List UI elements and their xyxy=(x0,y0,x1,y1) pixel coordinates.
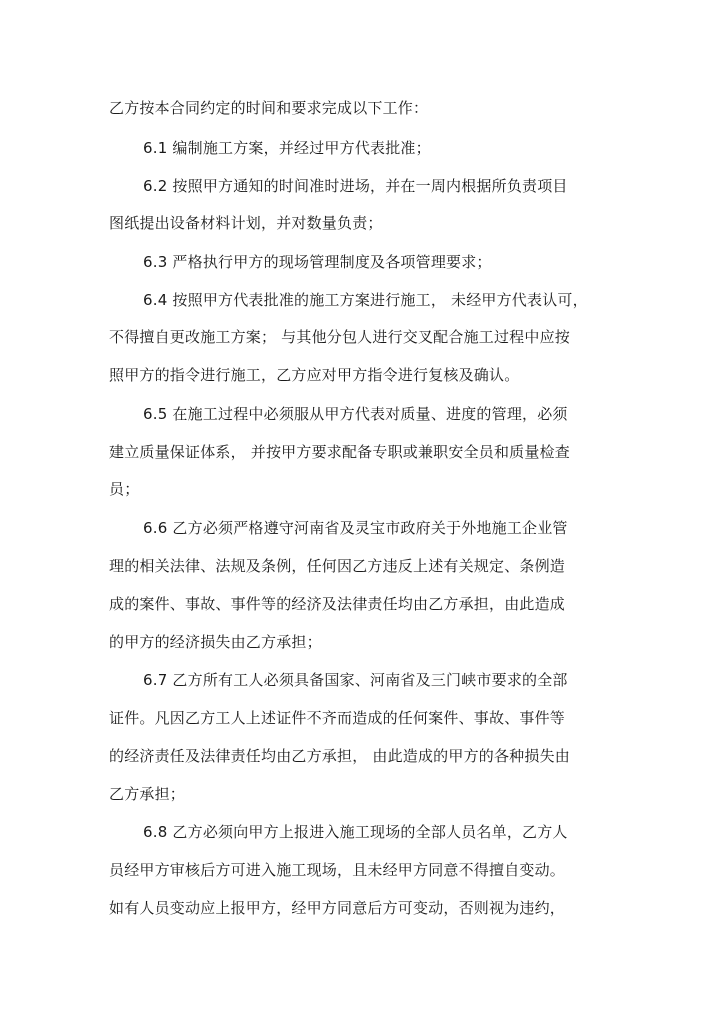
clause-6-6-line-2: 理的相关法律、法规及条例，任何因乙方违反上述有关规定、条例造 xyxy=(109,557,566,575)
clause-6-6-line-4: 的甲方的经济损失由乙方承担； xyxy=(109,633,322,651)
clause-6-3-line: 6.3 严格执行甲方的现场管理制度及各项管理要求； xyxy=(143,253,492,271)
clause-6-4-line-2: 不得擅自更改施工方案； 与其他分包人进行交叉配合施工过程中应按 xyxy=(109,328,570,346)
clause-6-7-line-2: 证件。凡因乙方工人上述证件不齐而造成的任何案件、事故、事件等 xyxy=(109,709,566,727)
intro-line: 乙方按本合同约定的时间和要求完成以下工作： xyxy=(109,99,429,117)
clause-6-4-line-1: 6.4 按照甲方代表批准的施工方案进行施工， 未经甲方代表认可， xyxy=(143,291,588,309)
clause-6-7-line-4: 乙方承担； xyxy=(109,785,186,803)
clause-6-5-line-1: 6.5 在施工过程中必须服从甲方代表对质量、进度的管理，必须 xyxy=(143,405,568,423)
clause-6-7-line-1: 6.7 乙方所有工人必须具备国家、河南省及三门峡市要求的全部 xyxy=(143,671,568,689)
clause-6-8-line-1: 6.8 乙方必须向甲方上报进入施工现场的全部人员名单，乙方人 xyxy=(143,823,568,841)
clause-6-5-line-2: 建立质量保证体系， 并按甲方要求配备专职或兼职安全员和质量检查 xyxy=(109,443,570,461)
clause-6-1-line: 6.1 编制施工方案，并经过甲方代表批准； xyxy=(143,139,431,157)
clause-6-4-line-3: 照甲方的指令进行施工，乙方应对甲方指令进行复核及确认。 xyxy=(109,366,520,384)
clause-6-6-line-1: 6.6 乙方必须严格遵守河南省及灵宝市政府关于外地施工企业管 xyxy=(143,519,568,537)
clause-6-2-line-1: 6.2 按照甲方通知的时间准时进场，并在一周内根据所负责项目 xyxy=(143,177,568,195)
clause-6-8-line-2: 员经甲方审核后方可进入施工现场，且未经甲方同意不得擅自变动。 xyxy=(109,861,566,879)
clause-6-8-line-3: 如有人员变动应上报甲方，经甲方同意后方可变动，否则视为违约， xyxy=(109,899,566,917)
clause-6-2-line-2: 图纸提出设备材料计划，并对数量负责； xyxy=(109,214,383,232)
clause-6-5-line-3: 员； xyxy=(109,480,140,498)
clause-6-7-line-3: 的经济责任及法律责任均由乙方承担， 由此造成的甲方的各种损失由 xyxy=(109,747,570,765)
clause-6-6-line-3: 成的案件、事故、事件等的经济及法律责任均由乙方承担，由此造成 xyxy=(109,595,566,613)
